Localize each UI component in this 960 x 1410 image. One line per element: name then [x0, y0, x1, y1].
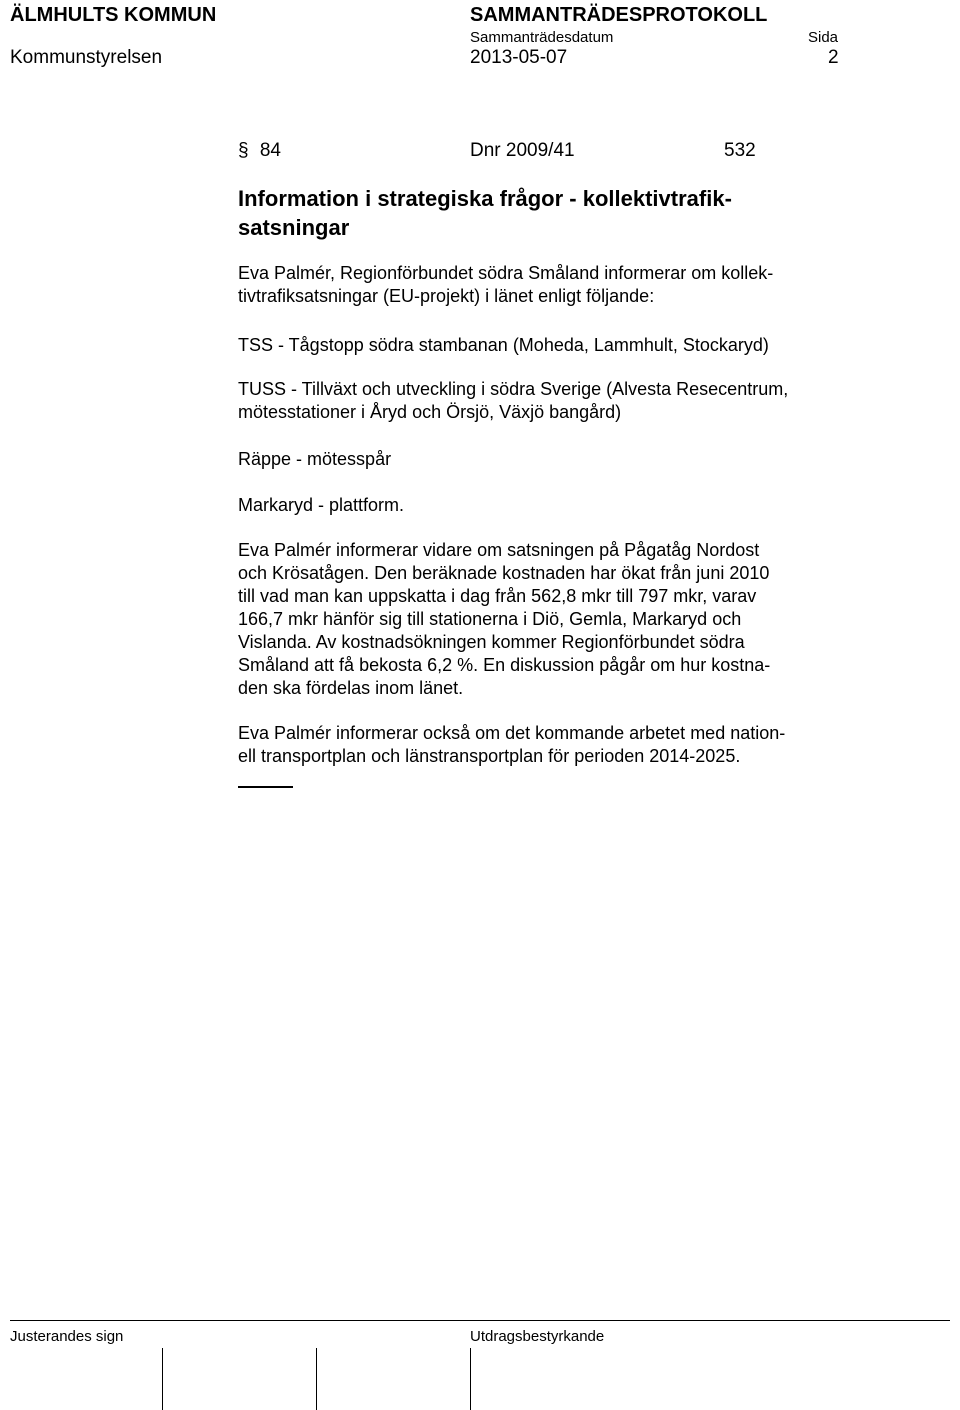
signature-box-divider — [316, 1348, 317, 1410]
sign-label: Justerandes sign — [10, 1328, 124, 1345]
text-line: ell transportplan och länstransportplan för perioden 2014-2025. — [238, 746, 741, 766]
dnr: Dnr 2009/41 — [470, 140, 575, 161]
paragraph — [238, 448, 858, 471]
certify-label: Utdragsbestyrkande — [470, 1328, 605, 1345]
paragraph — [238, 378, 858, 424]
committee-name: Kommunstyrelsen — [10, 47, 163, 68]
paragraph — [238, 722, 858, 768]
meeting-date-label: Sammanträdesdatum — [470, 29, 614, 46]
text-line: mötesstationer i Åryd och Örsjö, Växjö bangård) — [238, 402, 622, 422]
footer-divider — [10, 1320, 950, 1321]
paragraph — [238, 262, 858, 308]
meeting-date: 2013-05-07 — [470, 47, 568, 68]
text-line: 166,7 mkr hänför sig till stationerna i Diö, Gemla, Markaryd och — [238, 609, 742, 629]
text-line: den ska fördelas inom länet. — [238, 678, 464, 698]
signature-box-divider — [470, 1348, 471, 1410]
end-rule — [238, 786, 293, 788]
page-number: 2 — [828, 47, 839, 68]
text-line: Eva Palmér informerar också om det kommande arbetet med nation- — [238, 723, 786, 743]
text-line: Markaryd - plattform. — [238, 495, 405, 515]
text-line: Eva Palmér, Regionförbundet södra Småland informerar om kollek- — [238, 263, 774, 283]
page-label: Sida — [808, 29, 839, 46]
document-type: SAMMANTRÄDESPROTOKOLL — [470, 4, 768, 26]
text-line: TUSS - Tillväxt och utveckling i södra Sverige (Alvesta Resecentrum, — [238, 379, 789, 399]
paragraph — [238, 539, 858, 700]
org-name: ÄLMHULTS KOMMUN — [10, 4, 217, 26]
signature-box-divider — [162, 1348, 163, 1410]
item-title — [238, 184, 858, 242]
item-title-line: satsningar — [238, 215, 350, 240]
item-code: 532 — [724, 140, 756, 161]
item-number: 84 — [259, 140, 281, 161]
text-line: Vislanda. Av kostnadsökningen kommer Regionförbundet södra — [238, 632, 745, 652]
paragraph — [238, 494, 858, 517]
text-line: och Krösatågen. Den beräknade kostnaden har ökat från juni 2010 — [238, 563, 770, 583]
text-line: TSS - Tågstopp södra stambanan (Moheda, Lammhult, Stockaryd) — [238, 335, 769, 355]
item-title-line: Information i strategiska frågor - kollektivtrafik- — [238, 186, 732, 211]
text-line: tivtrafiksatsningar (EU-projekt) i länet enligt följande: — [238, 286, 655, 306]
text-line: till vad man kan uppskatta i dag från 562,8 mkr till 797 mkr, varav — [238, 586, 757, 606]
text-line: Eva Palmér informerar vidare om satsningen på Pågatåg Nordost — [238, 540, 760, 560]
text-line: Småland att få bekosta 6,2 %. En diskussion pågår om hur kostna- — [238, 655, 771, 675]
item-number-line — [238, 139, 281, 162]
paragraph — [238, 334, 858, 357]
paragraph-symbol: § — [238, 140, 249, 161]
text-line: Räppe - mötesspår — [238, 449, 392, 469]
